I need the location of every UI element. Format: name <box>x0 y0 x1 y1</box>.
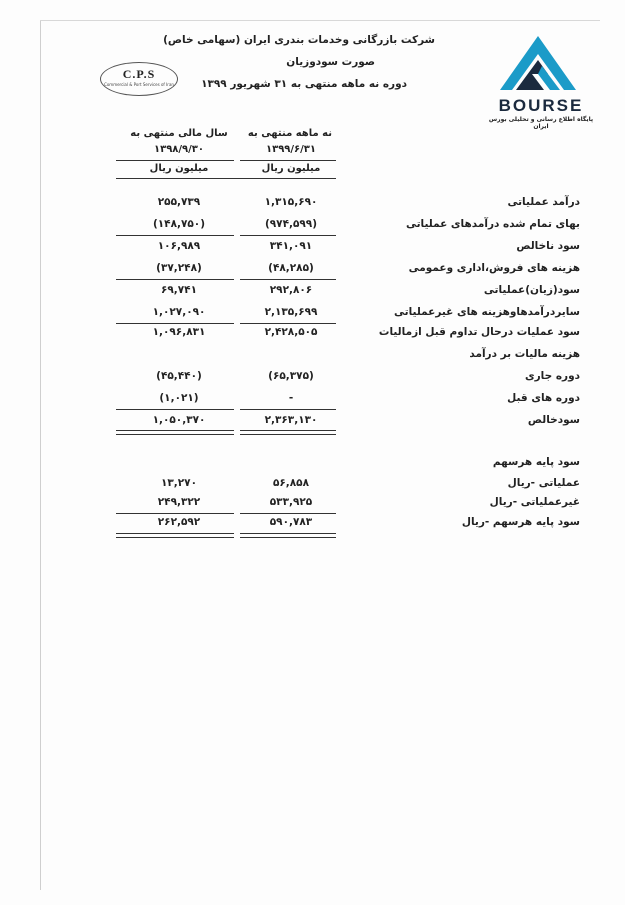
col2-title: سال مالی منتهی به <box>130 128 228 139</box>
col2-date: ۱۳۹۸/۹/۳۰ <box>153 144 205 155</box>
row-value-prior: (۱۴۸,۷۵۰) <box>152 218 206 230</box>
subtotal-line <box>240 235 336 236</box>
row-value-current: ۵۳۳,۹۲۵ <box>269 496 313 508</box>
table-row <box>0 326 625 346</box>
subtotal-line <box>240 409 336 410</box>
row-value-current: ۲,۱۳۵,۶۹۹ <box>264 306 318 318</box>
col1-date: ۱۳۹۹/۶/۳۱ <box>265 144 317 155</box>
subtotal-line <box>116 513 234 514</box>
total-double-line <box>240 533 336 538</box>
total-double-line <box>240 430 336 435</box>
row-value-current: ۲,۳۶۳,۱۳۰ <box>264 414 318 426</box>
subtotal-line <box>116 323 234 324</box>
cps-logo-text: C.P.S <box>122 67 156 81</box>
table-row <box>0 348 625 368</box>
row-label: سود پایه هرسهم -ریال <box>461 516 580 528</box>
page-top-border <box>40 20 600 21</box>
row-value-current: ۲,۴۲۸,۵۰۵ <box>264 326 318 338</box>
col2-unit: میلیون ریال <box>149 163 209 174</box>
row-label: دوره جاری <box>525 370 580 382</box>
subtotal-line <box>240 279 336 280</box>
row-value-current: (۶۵,۳۷۵) <box>268 370 314 382</box>
cps-logo <box>100 62 178 96</box>
row-value-current: ۱,۳۱۵,۶۹۰ <box>264 196 318 208</box>
row-label: دوره های قبل <box>507 392 580 404</box>
col1-title: نه ماهه منتهی به <box>247 128 332 139</box>
col1-unit: میلیون ریال <box>261 163 321 174</box>
col1-header-line <box>240 160 336 161</box>
col2-header-line <box>116 160 234 161</box>
row-label: هزینه های فروش،اداری وعمومی <box>408 262 580 274</box>
row-value-current: ۲۹۲,۸۰۶ <box>269 284 313 296</box>
header-underline <box>116 178 336 179</box>
row-value-prior: ۱,۰۲۷,۰۹۰ <box>152 306 206 318</box>
table-row <box>0 456 625 476</box>
row-label: درآمد عملیاتی <box>507 196 580 208</box>
row-value-prior: ۶۹,۷۴۱ <box>160 284 198 296</box>
row-label: سود ناخالص <box>516 240 580 252</box>
bourse-logo-word: BOURSE <box>498 96 584 115</box>
row-value-prior: ۲۶۲,۵۹۲ <box>157 516 201 528</box>
table-row <box>0 240 625 260</box>
table-row <box>0 477 625 497</box>
row-value-current: (۹۷۴,۵۹۹) <box>264 218 318 230</box>
row-label: سود(زیان)عملیاتی <box>483 284 580 296</box>
table-row <box>0 284 625 304</box>
row-value-current: ۳۴۱,۰۹۱ <box>269 240 313 252</box>
company-name: شرکت بازرگانی وخدمات بندری ایران (سهامی خاص) <box>163 34 435 46</box>
row-value-current: (۴۸,۲۸۵) <box>268 262 314 274</box>
page-left-border <box>40 20 41 890</box>
row-value-current: ۵۹۰,۷۸۳ <box>269 516 313 528</box>
subtotal-line <box>116 409 234 410</box>
row-label: هزینه مالیات بر درآمد <box>469 348 580 360</box>
row-label: سود عملیات درحال تداوم قبل ازمالیات <box>378 326 580 338</box>
subtotal-line <box>116 279 234 280</box>
row-value-prior: ۲۴۹,۳۲۲ <box>157 496 201 508</box>
row-label: سود پایه هرسهم <box>492 456 580 468</box>
table-row <box>0 370 625 390</box>
row-label: سودخالص <box>527 414 580 426</box>
bourse-logo-subtitle: پایگاه اطلاع رسانی و تحلیلی بورس ایران <box>488 116 594 130</box>
row-value-prior: (۳۷,۲۴۸) <box>156 262 202 274</box>
subtotal-line <box>240 513 336 514</box>
row-label: غیرعملیاتی -ریال <box>489 496 580 508</box>
subtotal-line <box>240 323 336 324</box>
row-value-prior: (۴۵,۴۴۰) <box>156 370 202 382</box>
row-value-prior: ۱۰۶,۹۸۹ <box>157 240 201 252</box>
row-value-current: ۵۶,۸۵۸ <box>272 477 310 489</box>
total-double-line <box>116 533 234 538</box>
row-value-prior: ۱,۰۹۶,۸۳۱ <box>152 326 206 338</box>
cps-logo-subtitle: Commercial & Port Services of Iran <box>104 82 174 87</box>
row-value-prior: ۲۵۵,۷۳۹ <box>157 196 201 208</box>
row-value-current: - <box>288 392 294 404</box>
row-value-prior: ۱,۰۵۰,۳۷۰ <box>152 414 206 426</box>
row-label: عملیاتی -ریال <box>507 477 580 489</box>
row-label: بهای تمام شده درآمدهای عملیاتی <box>405 218 580 230</box>
statement-title: صورت سودوزیان <box>286 56 375 68</box>
row-value-prior: ۱۳,۲۷۰ <box>160 477 198 489</box>
total-double-line <box>116 430 234 435</box>
subtotal-line <box>116 235 234 236</box>
statement-period: دوره نه ماهه منتهی به ۳۱ شهریور ۱۳۹۹ <box>201 78 407 90</box>
table-row <box>0 196 625 216</box>
row-label: سایردرآمدهاوهزینه های غیرعملیاتی <box>394 306 580 318</box>
row-value-prior: (۱,۰۲۱) <box>159 392 199 404</box>
